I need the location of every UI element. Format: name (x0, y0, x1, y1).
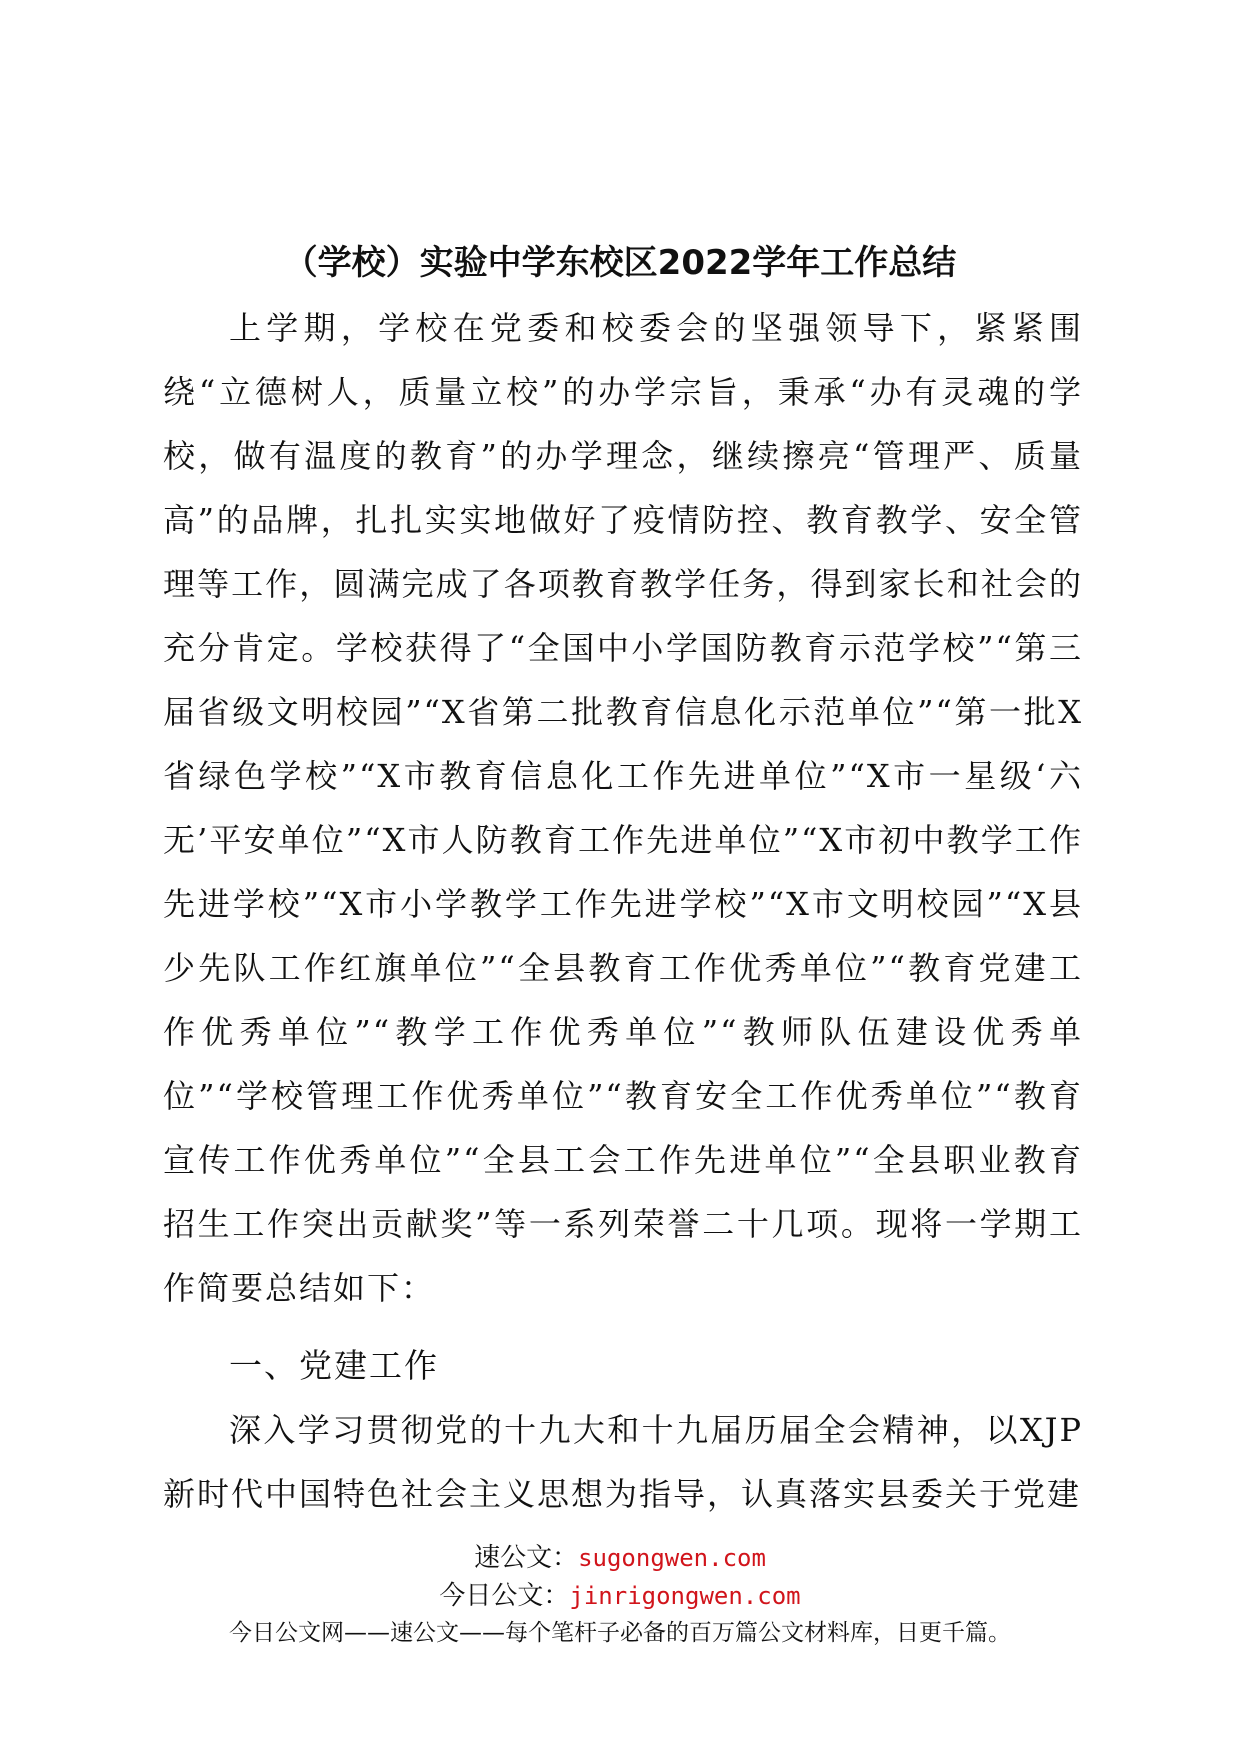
section-heading-party-building: 一、党建工作 (229, 1346, 439, 1385)
paragraph-party-building: 深入学习贯彻党的十九大和十九届历届全会精神，以XJP新时代中国特色社会主义思想为指导，认真落实县委关于党建 (163, 1411, 1083, 1513)
paragraph-intro: 上学期，学校在党委和校委会的坚强领导下，紧紧围绕“立德树人，质量立校”的办学宗旨，秉承“办有灵魂的学校，做有温度的教育”的办学理念，继续擦亮“管理严、质量高”的品牌，扎扎实实地做好了疫情防控、教育教学、安全管理等工作，圆满完成了各项教育教学任务，得到家长和社会的充分肯定。学校获得了“全国中小学国防教育示范学校”“第三届省级文明校园”“X省第二批教育信息化示范单位”“第一批X省绿色学校”“X市教育信息化工作先进单位”“X市一星级‘六无’平安单位”“X市人防教育工作先进单位”“X市初中教学工作先进学校”“X市小学教学工作先进学校”“X市文明校园”“X县少先队工作红旗单位”“全县教育工作优秀单位”“教育党建工作优秀单位”“教学工作优秀单位”“教师队伍建设优秀单位”“学校管理工作优秀单位”“教育安全工作优秀单位”“教育宣传工作优秀单位”“全县工会工作先进单位”“全县职业教育招生工作突出贡献奖”等一系列荣誉二十几项。现将一学期工作简要总结如下： (163, 309, 1083, 1307)
footer-slogan: 今日公文网——速公文——每个笔杆子必备的百万篇公文材料库，日更千篇。 (229, 1620, 1011, 1646)
footer-label-jinrigongwen: 今日公文： (439, 1581, 570, 1611)
footer-link-sugongwen[interactable]: sugongwen.com (578, 1544, 766, 1572)
footer-label-sugongwen: 速公文： (474, 1543, 579, 1573)
footer-line-jinrigongwen (0, 1578, 1240, 1614)
footer-link-jinrigongwen[interactable]: jinrigongwen.com (569, 1582, 801, 1610)
footer-line-sugongwen (0, 1540, 1240, 1576)
document-title: （学校）实验中学东校区2022学年工作总结 (283, 243, 957, 283)
